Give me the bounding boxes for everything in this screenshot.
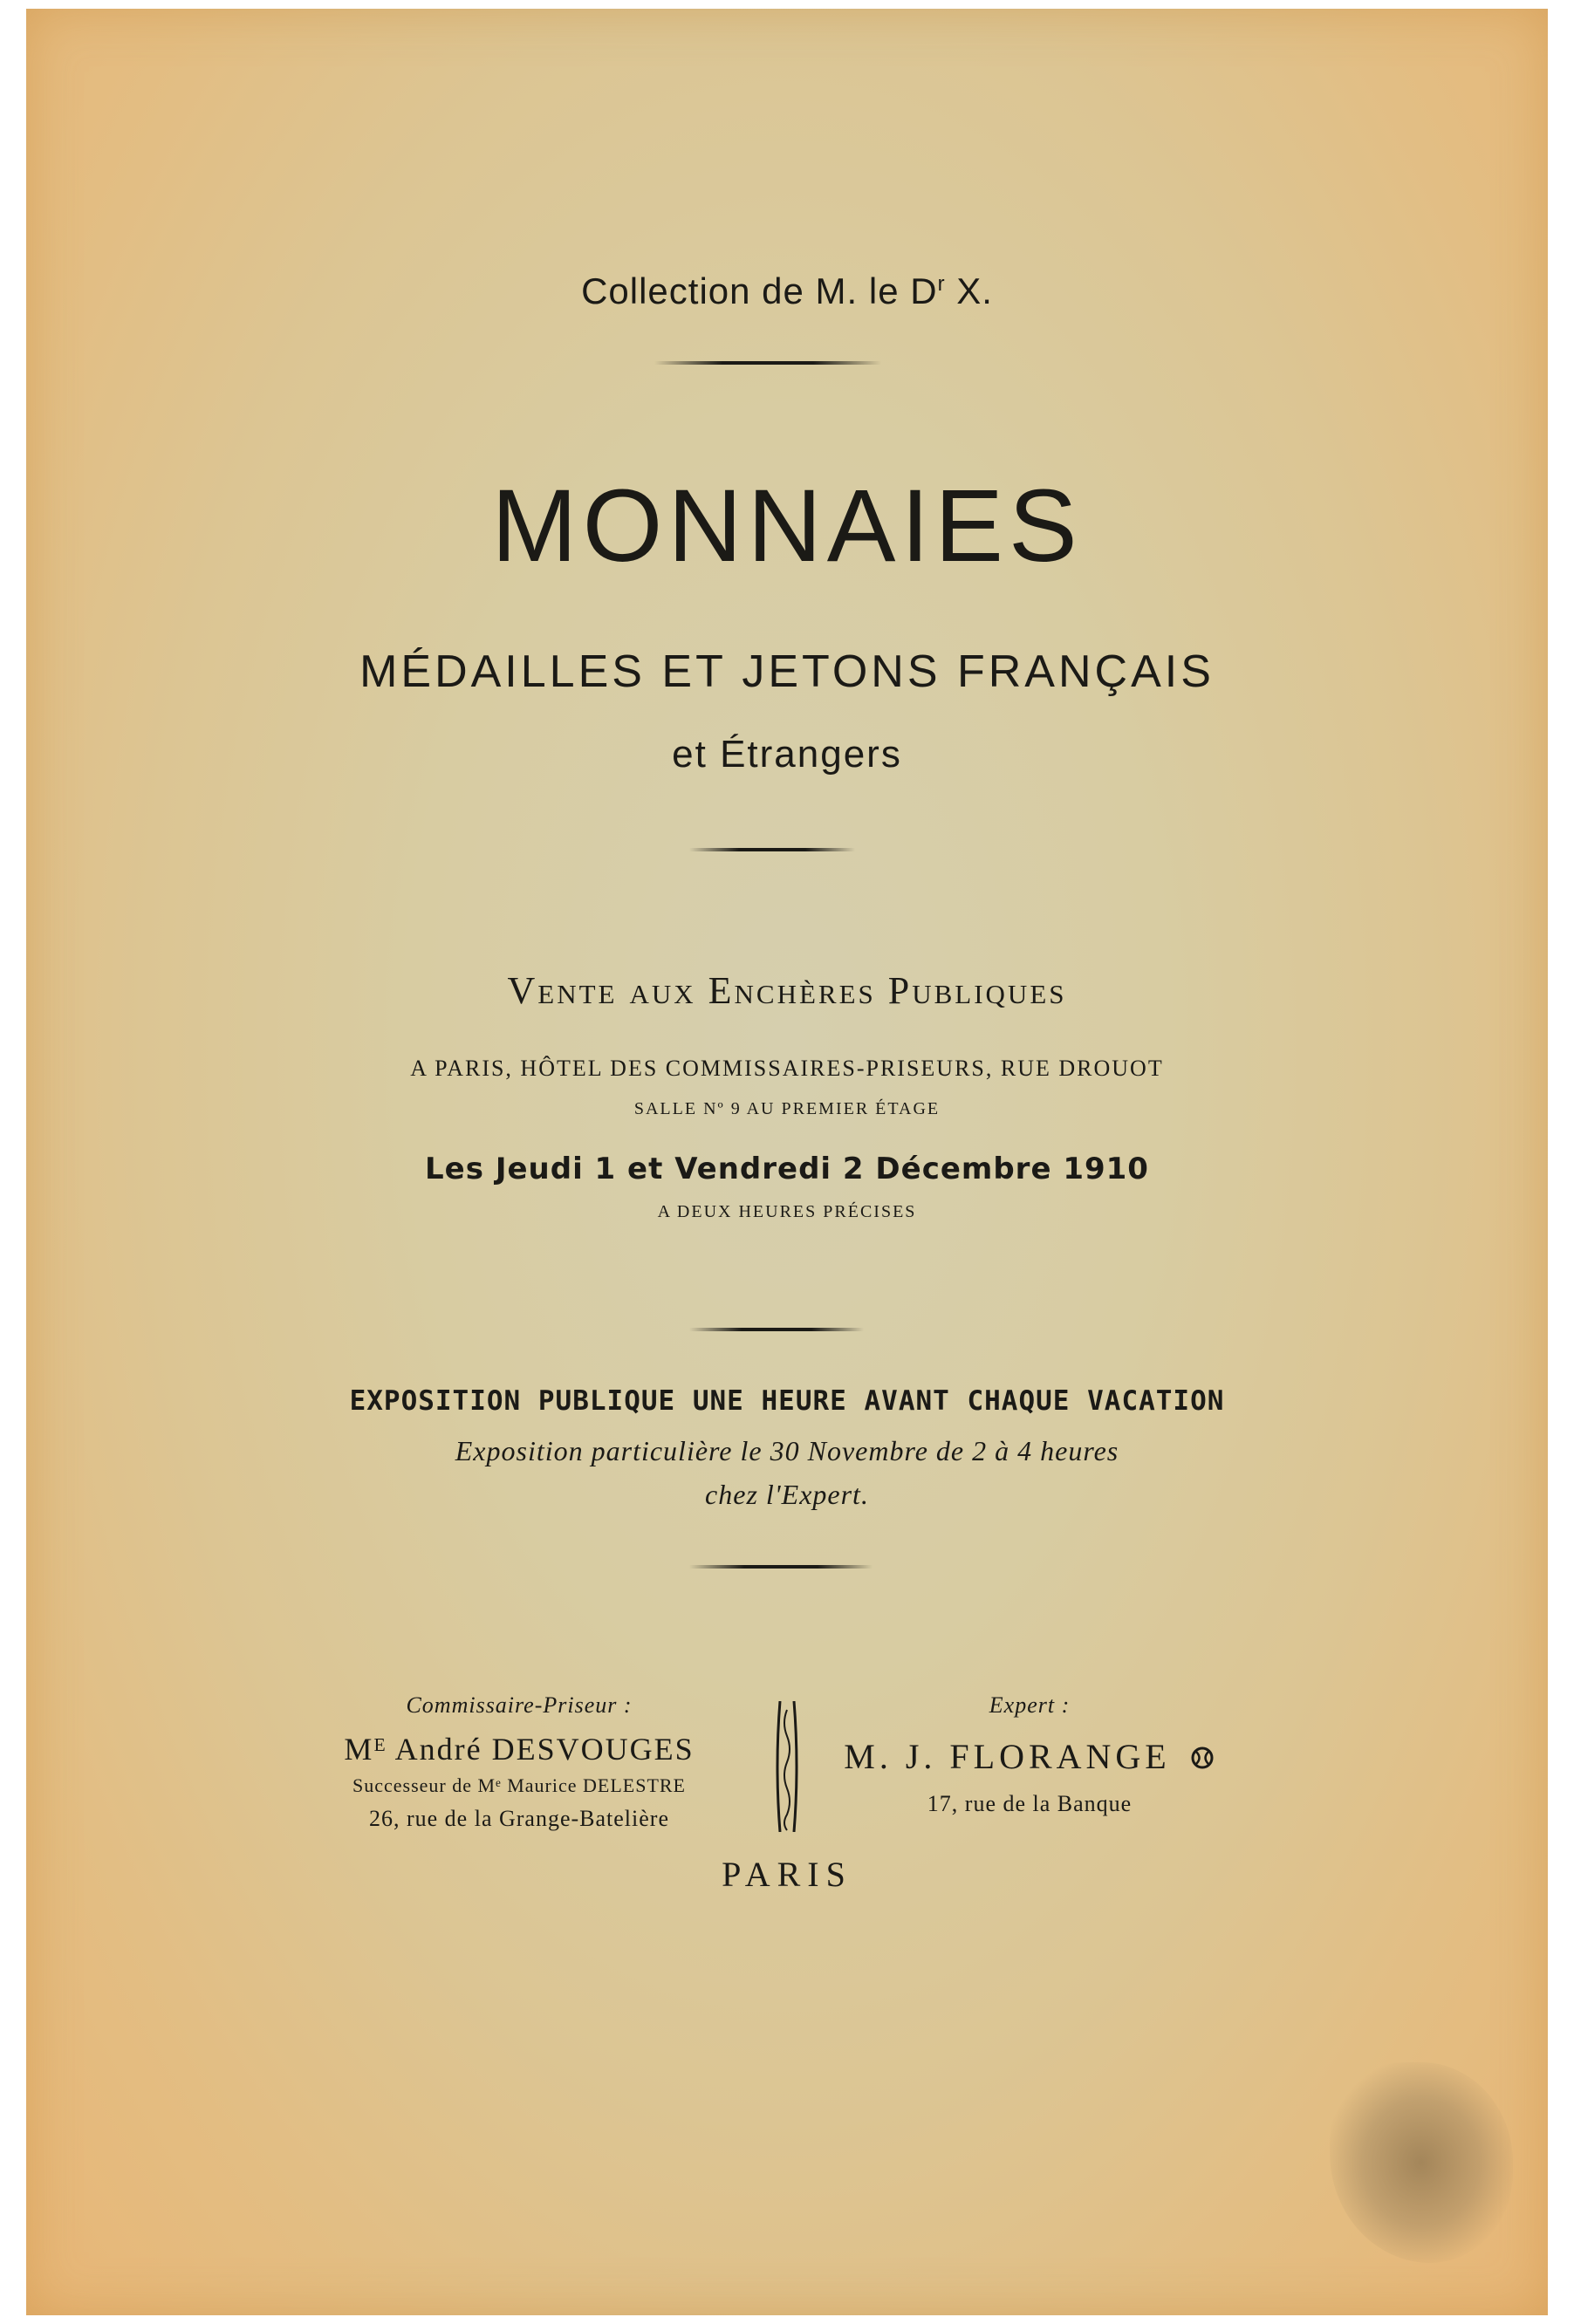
document-page [26,9,1548,2315]
city-name: PARIS [722,1855,852,1894]
expert-name-line [811,1736,1248,1777]
laurel-emblem-icon [1189,1745,1215,1771]
auctioneer-role: Commissaire-Priseur : [406,1692,633,1718]
divider-rule-3 [689,1565,873,1569]
private-exhibition-line-2: chez l'Expert. [705,1479,869,1510]
collection-suffix: X. [945,270,993,311]
sale-heading: Vente aux Enchères Publiques [507,969,1067,1012]
page-title: MONNAIES [491,468,1083,584]
subtitle-line-2: et Étrangers [672,733,902,776]
collection-header [26,270,1548,312]
ornament-rule-top [654,361,881,365]
subtitle-line-1: MÉDAILLES ET JETONS FRANÇAIS [359,646,1215,697]
auctioneer-address: 26, rue de la Grange-Batelière [368,1806,669,1831]
paper-stain [1330,2062,1513,2263]
sale-dates: Les Jeudi 1 et Vendredi 2 Décembre 1910 [425,1152,1149,1186]
expert-block [811,1692,1248,1817]
private-exhibition-line-1: Exposition particulière le 30 Novembre de 2 à 4 heures [455,1435,1119,1466]
divider-rule-2 [689,1328,864,1331]
sale-location: A PARIS, HÔTEL DES COMMISSAIRES-PRISEURS, RUE DROUOT [410,1056,1164,1081]
expert-address: 17, rue de la Banque [927,1791,1133,1816]
auctioneer-name: Mᴱ André DESVOUGES [344,1732,695,1767]
collection-prefix: Collection de M. le D [581,270,938,311]
public-exhibition: EXPOSITION PUBLIQUE UNE HEURE AVANT CHAQUE VACATION [349,1385,1225,1417]
auctioneer-block [297,1692,742,1832]
column-divider-ornament [770,1701,804,1832]
auctioneer-successor: Successeur de Mᵉ Maurice DELESTRE [352,1774,686,1796]
expert-name: M. J. FLORANGE [844,1737,1171,1776]
expert-role: Expert : [989,1692,1071,1718]
sale-room: SALLE Nº 9 AU PREMIER ÉTAGE [633,1099,941,1118]
divider-rule-1 [689,848,855,851]
sale-time: A DEUX HEURES PRÉCISES [657,1202,917,1221]
collection-sup: r [937,272,946,296]
